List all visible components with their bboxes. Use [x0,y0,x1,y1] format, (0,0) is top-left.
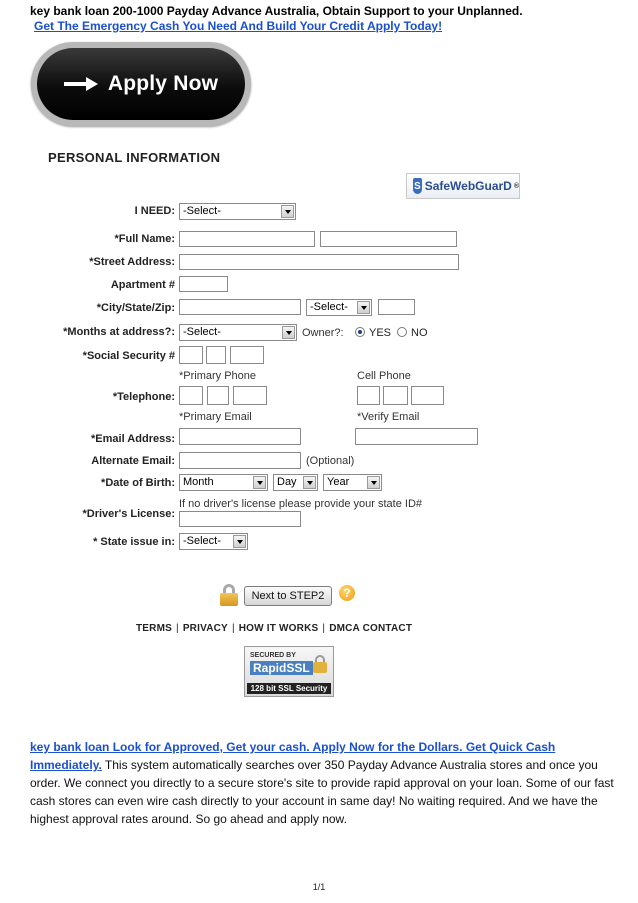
apply-now-button[interactable] [31,42,251,126]
page-title: key bank loan 200-1000 Payday Advance Australia, Obtain Support to your Unplanned. [30,4,523,18]
help-icon[interactable]: ? [339,585,355,601]
chevron-down-icon [253,476,266,489]
chevron-down-icon [303,476,316,489]
cell-phone-note: Cell Phone [357,370,411,382]
email-input[interactable] [179,428,301,445]
zip-input[interactable] [378,299,415,315]
owner-no-label: NO [411,327,428,339]
email-label: *Email Address: [91,433,175,445]
safewebguard-badge [406,173,520,199]
arrow-right-icon [64,77,98,91]
registered-mark: ® [513,182,519,190]
ssl-strength: 128 bit SSL Security [247,683,331,694]
verify-email-note: *Verify Email [357,411,420,423]
ssn-part2-input[interactable] [206,346,226,364]
owner-yes-radio[interactable] [355,327,365,337]
primary-email-note: *Primary Email [179,411,252,423]
terms-link[interactable]: TERMS [136,623,172,634]
license-input[interactable] [179,511,301,527]
separator: | [231,623,235,634]
months-value: -Select- [183,326,221,338]
license-hint: If no driver's license please provide your state ID# [179,498,422,510]
alternate-email-input[interactable] [179,452,301,469]
shield-icon: S [413,178,422,194]
state-value: -Select- [310,301,348,313]
separator: | [322,623,326,634]
cell-prefix-input[interactable] [383,386,408,405]
dob-year-select[interactable] [323,474,382,491]
state-issue-value: -Select- [183,535,221,547]
apply-now-label: Apply Now [107,72,219,95]
badge-label: SafeWebGuarD [424,179,512,193]
apartment-input[interactable] [179,276,228,292]
owner-no-radio[interactable] [397,327,407,337]
ssn-label: *Social Security # [82,350,175,362]
months-at-address-label: *Months at address?: [63,326,175,338]
cell-area-input[interactable] [357,386,380,405]
privacy-link[interactable]: PRIVACY [182,623,228,634]
separator: | [176,623,179,634]
chevron-down-icon [367,476,380,489]
chevron-down-icon [282,326,295,339]
ssl-secured-by: SECURED BY [250,652,296,659]
cell-line-input[interactable] [411,386,444,405]
alternate-email-label: Alternate Email: [91,455,175,467]
phone-area-input[interactable] [179,386,203,405]
first-name-input[interactable] [179,231,315,247]
apartment-label: Apartment # [110,279,175,291]
chevron-down-icon [281,205,294,218]
verify-email-input[interactable] [355,428,478,445]
rapidssl-badge [244,646,334,697]
body-link[interactable]: key bank loan Look for Approved, Get your cash. Apply Now for the Dollars. Get Quick Cash Immediately. [30,740,556,772]
street-address-label: *Street Address: [89,256,175,268]
dob-year-value: Year [327,476,350,488]
lock-icon [220,584,238,606]
state-select[interactable] [306,299,372,316]
chevron-down-icon [357,301,370,314]
body-text: This system automatically searches over 350 Payday Advance Australia stores and once you order. We connect you directly to a secure store's site to provide rapid approval on your loan. Some of our fast cash stores can even wire cash directly to your account in same day! No waiting required. And we have the highest approval rates around. So go ahead and apply now. [30,758,614,826]
apply-today-link[interactable]: Get The Emergency Cash You Need And Build Your Credit Apply Today! [34,19,443,33]
owner-label: Owner?: [302,327,344,339]
page-number: 1/1 [312,882,326,892]
last-name-input[interactable] [320,231,457,247]
ssl-brand: RapidSSL [250,661,313,675]
section-heading: PERSONAL INFORMATION [48,150,221,165]
chevron-down-icon [233,535,246,548]
i-need-select[interactable] [179,203,296,220]
how-it-works-link[interactable]: HOW IT WORKS [238,623,319,634]
dob-label: *Date of Birth: [101,477,175,489]
dob-month-select[interactable] [179,474,268,491]
optional-note: (Optional) [306,455,355,467]
full-name-label: *Full Name: [114,233,175,245]
footer-nav [136,623,412,634]
primary-phone-note: *Primary Phone [179,370,257,382]
ssn-part1-input[interactable] [179,346,203,364]
city-state-zip-label: *City/State/Zip: [96,302,175,314]
dob-day-value: Day [277,476,297,488]
phone-prefix-input[interactable] [207,386,229,405]
next-step-button[interactable]: Next to STEP2 [244,586,332,606]
dob-month-value: Month [183,476,214,488]
body-paragraph [30,738,616,828]
padlock-icon [313,655,327,673]
phone-line-input[interactable] [233,386,267,405]
state-issue-label: * State issue in: [93,536,175,548]
street-address-input[interactable] [179,254,459,270]
i-need-label: I NEED: [134,205,175,217]
months-select[interactable] [179,324,297,341]
telephone-label: *Telephone: [112,391,175,403]
owner-yes-label: YES [369,327,392,339]
city-input[interactable] [179,299,301,315]
state-issue-select[interactable] [179,533,248,550]
license-label: *Driver's License: [82,508,175,520]
i-need-value: -Select- [183,205,221,217]
dmca-contact-link[interactable]: DMCA CONTACT [329,623,413,634]
ssn-part3-input[interactable] [230,346,264,364]
dob-day-select[interactable] [273,474,318,491]
